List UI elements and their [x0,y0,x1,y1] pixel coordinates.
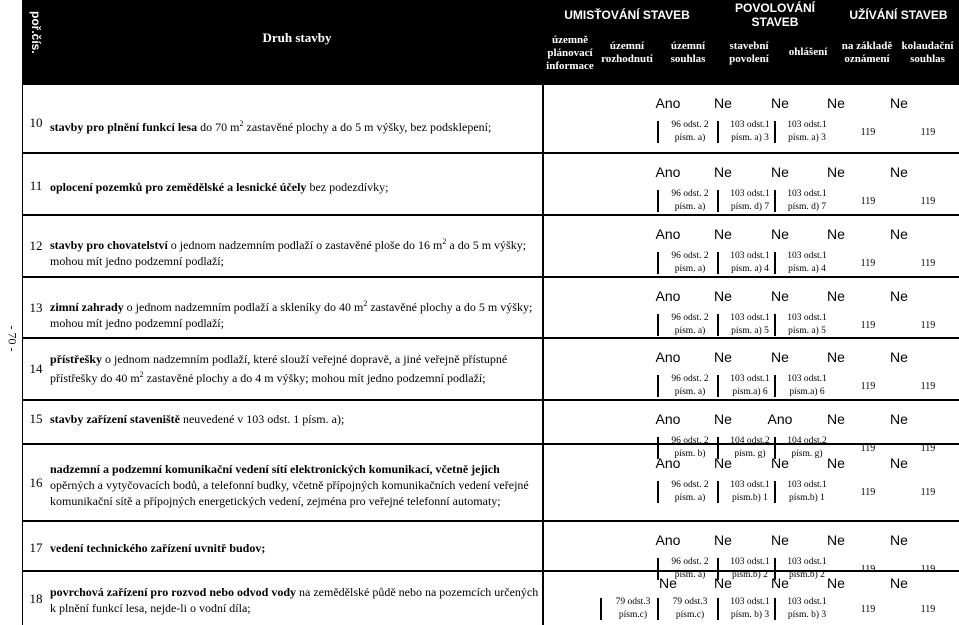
subheader-notice [838,40,896,66]
ref-line1: 96 odst. 2 [671,436,709,446]
row-description-line [50,234,562,253]
ref-line1: 103 odst.1 [787,313,827,323]
row-description-bold: přístřešky [50,352,102,366]
ref-notice: 119 [860,258,876,269]
ref-occupancy: 119 [920,487,936,498]
permission-answer: Ne [827,349,845,365]
subheader-planning-info [542,34,598,74]
ref-line1: 103 odst.1 [787,120,827,130]
permission-answer: Ano [655,455,681,471]
row-description [50,116,562,135]
ref-notification [772,188,842,214]
ref-bracket [717,481,719,503]
ref-notification [772,373,842,399]
row-number: 11 [29,178,43,193]
ref-line1: 96 odst. 2 [671,480,709,490]
ref-line2: písm. a) 5 [788,326,826,336]
ref-notification [772,479,842,505]
permission-answer: Ne [771,532,789,548]
ref-line2: písm.b) 1 [732,493,768,503]
ref-line2: písm. a) [674,264,706,274]
row-description-line [50,296,562,315]
permission-answer: Ne [771,95,789,111]
ref-line2: písm. g) [734,449,766,459]
permission-answer: Ano [655,226,681,242]
ref-line1: 103 odst.1 [730,557,770,567]
subheader-zoning-decision-line1: územní [609,40,645,52]
permission-answer: Ne [890,532,908,548]
row-description-rest: do 70 $m^2$ zastavěné plochy a do 5 m výšky, bez podsklepení; [197,119,492,134]
ref-line1: 103 odst.1 [730,313,770,323]
permission-answer: Ne [827,164,845,180]
permission-answer: Ne [890,411,908,427]
row-description [50,411,562,427]
ref-notice: 119 [860,604,876,615]
use-group-header: UŽÍVÁNÍ STAVEB [849,8,948,22]
subheader-zoning-consent-line2: souhlas [670,53,706,65]
permission-answer: Ano [655,532,681,548]
ref-line2: písm.c) [675,610,705,620]
permission-answer: Ne [827,455,845,471]
ref-occupancy: 119 [920,604,936,615]
row-description-line: opěrných a vytyčovacích bodů, a telefonní budky, včetně přípojných komunikačních vedení veřejné [50,478,529,492]
ref-line1: 103 odst.1 [787,189,827,199]
subheader-building-permit [720,40,778,66]
row-description-rest: o jednom nadzemním podlaží o zastavěné ploše do 16 $m^2$ a do 5 m výšky; [167,237,527,252]
permission-answer: Ne [771,226,789,242]
ref-line1: 103 odst.1 [730,120,770,130]
permission-answer: Ne [827,226,845,242]
subheader-notice-line2: oznámení [844,53,890,65]
row-number: 16 [29,475,43,490]
ref-line1: 79 odst.3 [672,597,708,607]
row-description [50,296,562,331]
ref-occupancy: 119 [920,127,936,138]
row-number: 10 [29,115,43,130]
permission-answer: Ano [655,95,681,111]
ref-line2: písm.b) 2 [732,570,768,580]
permission-answer: Ne [771,288,789,304]
row-description-bold: povrchová zařízení pro rozvod nebo odvod vody [50,585,297,599]
permission-answer: Ne [714,164,732,180]
row-description-rest: neuvedené v 103 odst. 1 písm. a); [179,412,345,426]
ref-notification [772,312,842,338]
row-description-line: mohou mít jedno podzemní podlaží; [50,316,224,330]
row-description-line [50,411,562,427]
ref-line1: 103 odst.1 [730,480,770,490]
ref-line1: 103 odst.1 [787,480,827,490]
ref-occupancy: 119 [920,320,936,331]
permission-answer: Ano [655,164,681,180]
table-row [22,339,959,399]
row-description-line: mohou mít jedno podzemní podlaží; [50,254,224,268]
ref-bracket [657,121,659,143]
ref-notice: 119 [860,443,876,454]
building-type-header: Druh stavby [262,29,332,45]
ref-line1: 104 odst.2 [787,436,827,446]
row-description-bold: stavby pro plnění funkcí lesa [50,120,198,134]
row-description-bold: vedení technického zařízení uvnitř budov; [50,541,266,555]
row-description-bold: oplocení pozemků pro zemědělské a lesnické účely [50,180,307,194]
ref-line1: 103 odst.1 [787,597,827,607]
row-description-rest: o jednom nadzemním podlaží, které slouží veřejné dopravě, a jiné veřejně přístupné [102,352,508,366]
subheader-occupancy-approval-line1: kolaudační [901,40,954,52]
permission-answer: Ano [655,349,681,365]
permission-answer: Ne [890,455,908,471]
placement-group-header: UMISŤOVÁNÍ STAVEB [564,8,690,22]
ref-bracket [717,375,719,397]
ref-bracket [774,375,776,397]
table-row [22,154,959,214]
ref-notice: 119 [860,127,876,138]
ref-notification [772,250,842,276]
permission-answer: Ne [771,164,789,180]
ref-notice: 119 [860,381,876,392]
permission-answer: Ne [890,226,908,242]
ref-line2: písm.a) 6 [789,387,825,397]
ref-line1: 103 odst.1 [787,374,827,384]
permission-answer: Ne [659,575,677,591]
row-description-rest: na zemědělské půdě nebo na pozemcích určených [296,585,539,599]
ref-line2: písm. a) 3 [788,133,826,143]
row-number: 13 [29,300,43,315]
ref-occupancy: 119 [920,258,936,269]
ref-line2: písm. a) [674,326,706,336]
ref-notification [772,596,842,622]
permission-answer: Ne [714,95,732,111]
row-description [50,540,562,556]
subheader-planning-info-line2: plánovací [547,47,593,59]
permission-answer: Ano [655,288,681,304]
permission-answer: Ne [714,226,732,242]
ref-bracket [657,375,659,397]
ref-line2: písm.b) 1 [789,493,825,503]
row-description [50,234,562,269]
row-number-header-label: poř.čís. [29,11,43,54]
subheader-planning-info-line1: územně [551,34,589,46]
row-description-bold: stavby pro chovatelství [50,238,168,252]
ref-line1: 103 odst.1 [730,597,770,607]
ref-line2: písm. a) 5 [731,326,769,336]
permission-answer: Ne [714,411,732,427]
ref-notification [772,119,842,145]
ref-line2: písm.b) 2 [789,570,825,580]
permission-answer: Ne [771,349,789,365]
page-number: - 70 - [5,325,20,352]
subheader-zoning-consent-line1: územní [670,40,706,52]
row-number-header [22,0,52,83]
ref-line2: písm. a) 4 [788,264,826,274]
row-description-line: komunikační sítě a přípojných energetických vedení, zejména pro veřejné telefonní automaty; [50,494,501,508]
subheader-building-permit-line2: povolení [729,53,769,65]
row-description [50,351,562,386]
subheader-zoning-decision-line2: rozhodnutí [601,53,653,65]
ref-bracket [657,190,659,212]
ref-line2: písm. a) [674,493,706,503]
permission-answer: Ne [890,575,908,591]
table-row [22,401,959,459]
row-description-line [50,179,562,195]
ref-bracket [774,314,776,336]
ref-occupancy: 119 [920,443,936,454]
ref-line1: 103 odst.1 [787,251,827,261]
permission-answer: Ne [827,532,845,548]
permission-answer: Ne [827,288,845,304]
ref-bracket [717,314,719,336]
row-description-line: nadzemní a podzemní komunikační vedení sítí elektronických komunikací, včetně jejich [50,462,500,476]
subheader-occupancy-approval [896,40,959,66]
permission-answer: Ne [714,575,732,591]
ref-line2: písm. g) [791,449,823,459]
ref-line2: písm. a) 3 [731,133,769,143]
row-description [50,179,562,195]
row-description-rest: bez podezdívky; [306,180,389,194]
table-row [22,216,959,276]
ref-line1: 96 odst. 2 [671,189,709,199]
permission-answer: Ne [714,532,732,548]
table-row [22,278,959,337]
ref-line1: 103 odst.1 [730,374,770,384]
ref-line2: písm. d) 7 [787,202,827,212]
subheader-zoning-consent [656,40,720,66]
subheader-zoning-decision [598,40,656,66]
ref-occupancy: 119 [920,196,936,207]
permission-answer: Ne [827,411,845,427]
table-row [22,522,959,580]
row-description-bold: zimní zahrady [50,300,124,314]
row-description-line [50,116,562,135]
ref-line1: 104 odst.2 [730,436,770,446]
ref-occupancy: 119 [920,381,936,392]
ref-line2: písm.c) [618,610,648,620]
ref-bracket [774,121,776,143]
ref-bracket [717,252,719,274]
ref-line2: písm. a) 4 [731,264,769,274]
permission-answer: Ne [771,575,789,591]
ref-bracket [600,598,602,620]
ref-bracket [657,314,659,336]
row-number: 15 [29,411,43,426]
ref-bracket [717,598,719,620]
permission-answer: Ne [890,288,908,304]
row-description-bold: stavby zařízení staveniště [50,412,180,426]
row-description-line [50,584,562,600]
ref-notice: 119 [860,196,876,207]
ref-line1: 96 odst. 2 [671,251,709,261]
ref-bracket [657,598,659,620]
ref-bracket [717,190,719,212]
ref-line1: 96 odst. 2 [671,120,709,130]
ref-notice: 119 [860,487,876,498]
ref-notice: 119 [860,564,876,575]
ref-line2: písm. b) 3 [730,610,770,620]
row-description [50,584,562,616]
ref-line2: písm. a) [674,133,706,143]
permission-answer: Ano [655,411,681,427]
ref-bracket [774,598,776,620]
ref-bracket [774,190,776,212]
permission-answer: Ano [767,411,793,427]
ref-line2: písm.a) 6 [732,387,768,397]
ref-line2: písm. a) [674,202,706,212]
row-description-line [50,351,562,367]
ref-line2: písm. a) [674,570,706,580]
subheader-planning-info-line3: informace [546,60,594,72]
permission-answer: Ne [890,164,908,180]
ref-line2: písm. b) 3 [787,610,827,620]
ref-bracket [717,121,719,143]
subheader-building-permit-line1: stavební [729,40,769,52]
row-description-line: přístřešky do 40 $m^2$ zastavěné plochy a do 4 m výšky; mohou mít jedno podzemní podlaží; [50,370,486,385]
ref-notice: 119 [860,320,876,331]
row-description-rest: o jednom nadzemním podlaží a skleníky do 40 $m^2$ zastavěné plochy a do 5 m výšky; [123,299,533,314]
subheader-notification: ohlášení [788,46,828,58]
permission-answer: Ne [714,349,732,365]
row-description-line [50,540,562,556]
permission-answer: Ne [890,349,908,365]
row-description [50,461,562,509]
ref-line1: 103 odst.1 [730,251,770,261]
row-number: 17 [29,540,43,555]
ref-line1: 96 odst. 2 [671,313,709,323]
table-row [22,572,959,625]
ref-bracket [774,481,776,503]
row-number: 12 [29,238,43,253]
ref-bracket [774,252,776,274]
permission-answer: Ne [771,455,789,471]
ref-line1: 103 odst.1 [730,189,770,199]
table-row [22,85,959,152]
row-number: 18 [29,591,43,606]
row-description-line: k plnění funkcí lesa, nejde-li o vodní díla; [50,601,251,615]
ref-bracket [657,252,659,274]
ref-line2: písm. a) [674,387,706,397]
permission-answer: Ne [827,575,845,591]
permission-answer: Ne [827,95,845,111]
ref-line1: 103 odst.1 [787,557,827,567]
ref-occupancy: 119 [920,564,936,575]
permission-answer: Ne [890,95,908,111]
ref-line1: 79 odst.3 [615,597,651,607]
ref-line2: písm. d) 7 [730,202,770,212]
subheader-occupancy-approval-line2: souhlas [910,53,945,65]
ref-line1: 96 odst. 2 [671,557,709,567]
ref-bracket [657,481,659,503]
subheader-notice-line1: na základě [841,40,893,52]
table-row [22,445,959,520]
row-number: 14 [29,361,43,376]
permission-answer: Ne [714,288,732,304]
ref-line1: 96 odst. 2 [671,374,709,384]
ref-line2: písm. b) [674,449,706,459]
permit-group-header: POVOLOVÁNÍ STAVEB [734,1,815,29]
permission-answer: Ne [714,455,732,471]
